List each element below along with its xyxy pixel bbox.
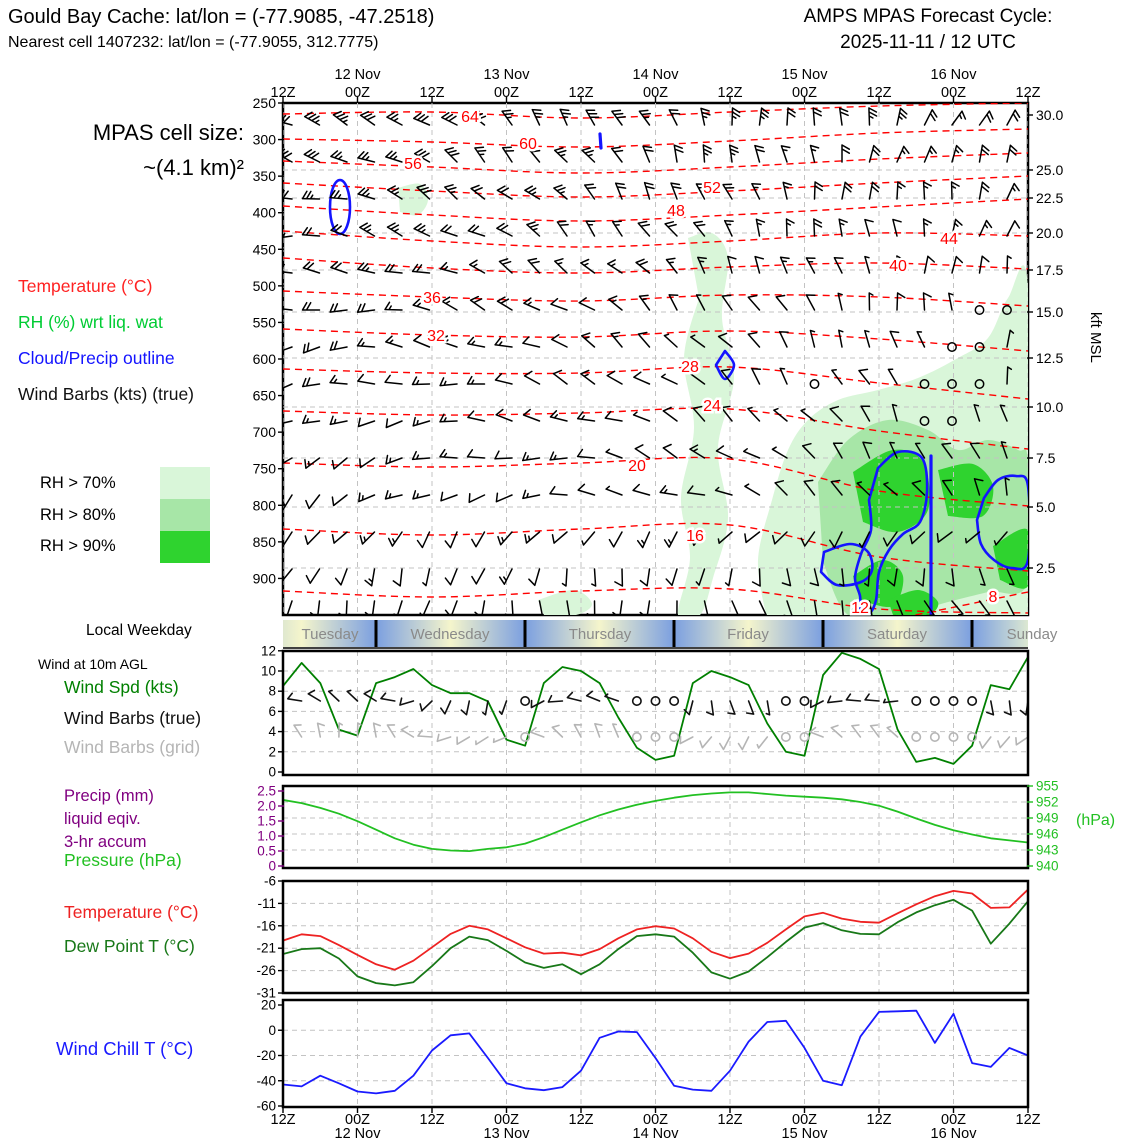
- svg-text:12.5: 12.5: [1036, 350, 1064, 366]
- svg-text:Tuesday: Tuesday: [301, 626, 359, 643]
- svg-text:943: 943: [1036, 842, 1059, 858]
- svg-text:-26: -26: [256, 963, 276, 979]
- svg-text:14 Nov: 14 Nov: [632, 67, 679, 83]
- top-time-axis: [271, 67, 1041, 103]
- svg-text:16 Nov: 16 Nov: [930, 1126, 977, 1140]
- svg-text:25.0: 25.0: [1036, 162, 1064, 178]
- svg-text:44: 44: [940, 231, 958, 248]
- svg-text:00Z: 00Z: [345, 1112, 370, 1128]
- local-weekday-label: Local Weekday: [86, 622, 192, 639]
- svg-text:2.5: 2.5: [257, 783, 276, 799]
- dewpoint-label: Dew Point T (°C): [64, 936, 195, 956]
- svg-text:12Z: 12Z: [419, 85, 445, 101]
- svg-text:10: 10: [260, 663, 276, 679]
- legend-temperature: Temperature (°C): [18, 276, 153, 296]
- svg-text:946: 946: [1036, 826, 1059, 842]
- hpa-unit-label: (hPa): [1076, 812, 1116, 829]
- svg-text:17.5: 17.5: [1036, 262, 1064, 278]
- legend-wind-barbs: Wind Barbs (kts) (true): [18, 384, 194, 404]
- temp-dewpoint-panel: [256, 874, 1028, 1001]
- svg-text:12Z: 12Z: [866, 1112, 892, 1128]
- svg-text:00Z: 00Z: [792, 1112, 817, 1128]
- svg-text:00Z: 00Z: [494, 1112, 519, 1128]
- svg-text:4: 4: [268, 724, 276, 740]
- svg-text:850: 850: [252, 533, 276, 550]
- wind-barbs-true-label: Wind Barbs (true): [64, 708, 202, 728]
- svg-text:30.0: 30.0: [1036, 107, 1064, 123]
- svg-text:1.0: 1.0: [257, 828, 276, 844]
- svg-text:Friday: Friday: [727, 626, 769, 643]
- wind-barbs-10m: [270, 690, 1028, 749]
- svg-text:13 Nov: 13 Nov: [483, 1126, 530, 1140]
- page-title: Gould Bay Cache: lat/lon = (-77.9085, -47.2518): [8, 6, 435, 28]
- svg-text:52: 52: [703, 180, 721, 197]
- svg-text:600: 600: [252, 351, 276, 367]
- svg-text:00Z: 00Z: [494, 85, 519, 101]
- svg-text:7.5: 7.5: [1036, 450, 1056, 466]
- svg-text:-6: -6: [263, 873, 276, 889]
- svg-text:12Z: 12Z: [717, 1112, 743, 1128]
- svg-text:00Z: 00Z: [792, 85, 817, 101]
- kft-axis-label: kft MSL: [1087, 312, 1104, 363]
- rh-legend-70-label: RH > 70%: [40, 474, 116, 492]
- forecast-cycle-line2: 2025-11-11 / 12 UTC: [840, 32, 1016, 53]
- svg-text:12Z: 12Z: [1015, 85, 1041, 101]
- svg-text:00Z: 00Z: [941, 1112, 966, 1128]
- pressure-label: Pressure (hPa): [64, 850, 182, 870]
- svg-text:Thursday: Thursday: [568, 626, 632, 643]
- rh-legend-80-label: RH > 80%: [40, 506, 116, 524]
- svg-text:-11: -11: [257, 895, 276, 911]
- svg-text:800: 800: [252, 497, 276, 514]
- svg-text:12Z: 12Z: [866, 85, 892, 101]
- svg-text:20: 20: [260, 997, 276, 1013]
- svg-text:Wednesday: Wednesday: [410, 626, 490, 643]
- forecast-cycle-line1: AMPS MPAS Forecast Cycle:: [803, 6, 1053, 27]
- bottom-time-axis: [271, 1107, 1041, 1140]
- precip-pressure-panel: [257, 779, 1058, 874]
- cell-size-line1: MPAS cell size:: [92, 120, 244, 145]
- svg-text:12Z: 12Z: [270, 85, 296, 101]
- svg-text:700: 700: [252, 424, 276, 441]
- svg-text:56: 56: [404, 156, 422, 173]
- svg-text:250: 250: [252, 95, 276, 111]
- svg-text:36: 36: [423, 290, 441, 307]
- svg-text:Sunday: Sunday: [1006, 626, 1058, 643]
- svg-text:500: 500: [252, 277, 276, 294]
- svg-text:00Z: 00Z: [643, 1112, 668, 1128]
- svg-text:-40: -40: [256, 1073, 276, 1089]
- page-subtitle: Nearest cell 1407232: lat/lon = (-77.9055, 312.7775): [8, 34, 379, 51]
- svg-text:2.0: 2.0: [257, 798, 276, 814]
- svg-text:12 Nov: 12 Nov: [334, 1126, 381, 1140]
- rh-legend-90-swatch: [160, 531, 210, 563]
- svg-text:-21: -21: [256, 940, 276, 956]
- precip-label-3: 3-hr accum: [64, 833, 147, 851]
- cell-size-line2: ~(4.1 km)²: [143, 155, 244, 180]
- svg-text:550: 550: [252, 314, 276, 331]
- svg-text:450: 450: [252, 241, 276, 258]
- svg-text:40: 40: [889, 258, 907, 275]
- svg-text:350: 350: [252, 168, 276, 185]
- svg-text:2: 2: [268, 744, 276, 760]
- svg-text:12Z: 12Z: [568, 1112, 594, 1128]
- legend-rh: RH (%) wrt liq. wat: [18, 312, 163, 332]
- svg-text:952: 952: [1036, 794, 1059, 810]
- svg-text:60: 60: [519, 136, 537, 153]
- wind-spd-label: Wind Spd (kts): [64, 677, 179, 697]
- svg-text:14 Nov: 14 Nov: [632, 1126, 679, 1140]
- svg-text:0: 0: [268, 858, 276, 874]
- svg-text:12 Nov: 12 Nov: [334, 67, 381, 83]
- svg-text:64: 64: [461, 109, 479, 126]
- wind-10m-panel: [261, 643, 1028, 779]
- rh-legend-90-label: RH > 90%: [40, 537, 116, 555]
- svg-text:16: 16: [686, 528, 704, 545]
- svg-text:00Z: 00Z: [345, 85, 370, 101]
- svg-text:750: 750: [252, 460, 276, 477]
- svg-text:8: 8: [988, 589, 998, 606]
- wind-barbs-grid-label: Wind Barbs (grid): [64, 737, 201, 757]
- svg-text:15 Nov: 15 Nov: [781, 67, 828, 83]
- precip-label-1: Precip (mm): [64, 787, 154, 805]
- svg-text:0.5: 0.5: [257, 843, 276, 859]
- svg-text:650: 650: [252, 387, 276, 404]
- svg-text:12Z: 12Z: [1015, 1112, 1041, 1128]
- svg-text:12: 12: [260, 643, 276, 659]
- svg-text:5.0: 5.0: [1036, 499, 1056, 515]
- svg-text:15.0: 15.0: [1036, 304, 1064, 320]
- wind-chill-panel: [256, 998, 1028, 1114]
- svg-text:12Z: 12Z: [419, 1112, 445, 1128]
- svg-text:15 Nov: 15 Nov: [781, 1126, 828, 1140]
- svg-text:8: 8: [268, 683, 276, 699]
- svg-text:900: 900: [252, 570, 276, 587]
- rh-legend-80-swatch: [160, 499, 210, 531]
- svg-text:-31: -31: [256, 985, 276, 1001]
- svg-text:400: 400: [252, 204, 276, 221]
- svg-text:-16: -16: [256, 918, 276, 934]
- svg-text:940: 940: [1036, 858, 1059, 874]
- svg-text:24: 24: [703, 398, 721, 415]
- local-weekday-strip: [283, 620, 1058, 648]
- svg-text:Saturday: Saturday: [866, 626, 928, 643]
- svg-text:2.5: 2.5: [1036, 560, 1056, 576]
- svg-text:20: 20: [628, 458, 646, 475]
- svg-text:10.0: 10.0: [1036, 399, 1064, 415]
- svg-text:28: 28: [681, 359, 699, 376]
- legend-cloud-precip: Cloud/Precip outline: [18, 348, 175, 368]
- svg-text:955: 955: [1036, 778, 1059, 794]
- svg-text:949: 949: [1036, 810, 1059, 826]
- svg-text:300: 300: [252, 131, 276, 148]
- svg-text:6: 6: [268, 703, 276, 719]
- svg-text:0: 0: [268, 1022, 276, 1038]
- svg-text:12Z: 12Z: [568, 85, 594, 101]
- windchill-label: Wind Chill T (°C): [56, 1038, 194, 1059]
- svg-text:12: 12: [851, 600, 869, 617]
- svg-text:1.5: 1.5: [257, 813, 276, 829]
- svg-text:48: 48: [667, 203, 685, 220]
- wind-panel-title: Wind at 10m AGL: [38, 656, 148, 672]
- temperature-label: Temperature (°C): [64, 902, 199, 922]
- svg-text:20.0: 20.0: [1036, 225, 1064, 241]
- precip-label-2: liquid eqiv.: [64, 810, 141, 828]
- rh-legend-70-swatch: [160, 467, 210, 499]
- svg-text:-20: -20: [256, 1048, 276, 1063]
- svg-text:-60: -60: [256, 1098, 276, 1114]
- svg-text:12Z: 12Z: [717, 85, 743, 101]
- svg-text:13 Nov: 13 Nov: [483, 67, 530, 83]
- svg-text:12Z: 12Z: [270, 1112, 296, 1128]
- svg-text:16 Nov: 16 Nov: [930, 67, 977, 83]
- svg-text:0: 0: [268, 764, 276, 780]
- svg-text:00Z: 00Z: [643, 85, 668, 101]
- svg-text:00Z: 00Z: [941, 85, 966, 101]
- svg-text:22.5: 22.5: [1036, 190, 1064, 206]
- svg-text:32: 32: [427, 328, 445, 345]
